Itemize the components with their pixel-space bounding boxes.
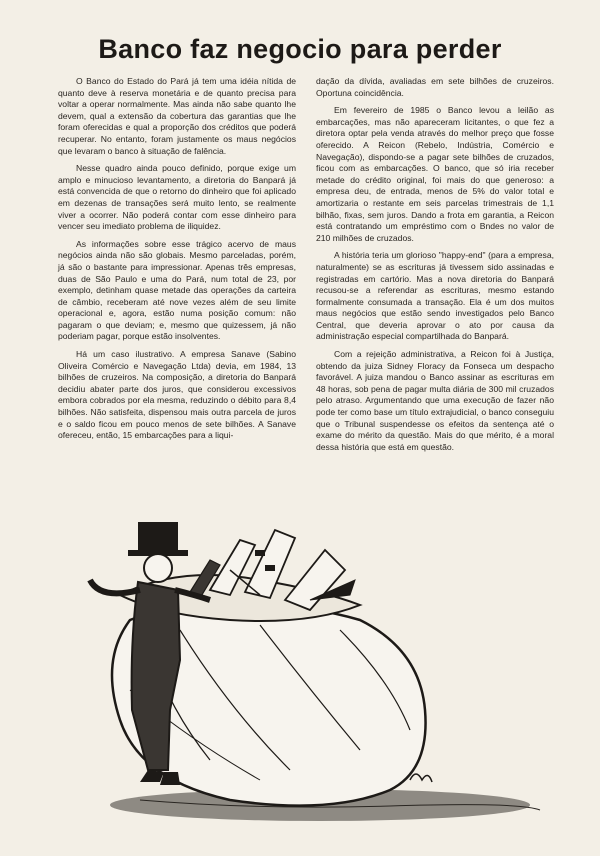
headline: Banco faz negocio para perder bbox=[98, 34, 502, 64]
paragraph: Há um caso ilustrativo. A empresa Sanave (Sabino Oliveira Comércio e Navegação Ltda) devia, em 1984, 13 bilhões de cruzeiros. Na composição, a diretoria do Banpará decidiu abater parte dos juros, que considerou excessivos embora cobrados por ela mesma, reduzindo o débito para 8,4 bilhões. Não satisfeita, dispensou mais outra parcela de juros e o saldo ficou em pouco menos de sete bilhões. A Sanave ofereceu, então, 15 embarcações para a liqui- bbox=[58, 349, 296, 441]
artist-signature bbox=[410, 774, 432, 782]
paragraph: Nesse quadro ainda pouco definido, porque exige um amplo e minucioso levantamento, a diretoria do Banpará já está convencida de que o retorno do dinheiro que foi aplicado em dezenas de transações será muito lento, se realmente viver a ocorrer. Não poderá contar com esse dinheiro para vencer seu imediato problema de iliquidez. bbox=[58, 163, 296, 232]
top-hat-icon bbox=[138, 522, 178, 552]
paragraph: A história teria um glorioso "happy-end" (para a empresa, naturalmente) se as escrituras já tivessem sido assinadas e registradas em cartório. Mas a nova diretoria do Banpará recusou-se a referendar as escrituras, mesmo estando formalmente consumada a transação. Ela é um dos muitos maus negócios que estão sendo investigados pelo Banco Central, que deveria aprovar o ato por causa da administração especial compartilhada do Banpará. bbox=[316, 250, 554, 342]
paragraph: O Banco do Estado do Pará já tem uma idéia nítida de quanto deve à reserva monetária e de quanto precisa para voltar a operar normalmente. Mas ainda não sabe quanto lhe devem, qual a extensão da cobertura das garantias que lhe foram oferecidas e qual a proporção dos créditos que poderá recuperar. No entanto, foram justamente os maus negócios que levaram o banco à situação de falência. bbox=[58, 76, 296, 156]
paragraph: Em fevereiro de 1985 o Banco levou a leilão as embarcações, mas não apareceram licitantes, o que fez a diretora optar pela venda através do melhor preço que fosse oferecido. A Reicon (Rebelo, Indústria, Comércio e Navegação), dispondo-se a pagar sete bilhões de cruzados, ficou com as embarcações. O banco, que só iria receber metade do crédito original, foi mais do que generoso: a empresa deu, de entrada, menos de 5% do valor total e amortizaria o restante em seis parcelas trimestrais de 1,1 bilhão, fixas, sem juros. Dando a frota em garantia, a Reicon está contratando um empréstimo com o Bndes no valor de 210 milhões de cruzados. bbox=[316, 105, 554, 243]
article-column-left bbox=[58, 76, 296, 448]
paragraph: dação da dívida, avaliadas em sete bilhões de cruzeiros. Oportuna coincidência. bbox=[316, 76, 554, 98]
paragraph: Com a rejeição administrativa, a Reicon foi à Justiça, obtendo da juiza Sidney Floracy da Fonseca um despacho favorável. A juiza mandou o Banco assinar as escrituras em 48 horas, sob pena de pagar multa diária de 300 mil cruzados pelo atraso. Argumentando que uma execução de fazer não pode ter como base um título extrajudicial, o banco conseguiu que o Tribunal suspendesse os efeitos da sentença até o exame do mérito da questão. Mais do que mérito, é a moral dessa história que está em questão. bbox=[316, 349, 554, 452]
cartoon-illustration bbox=[60, 510, 560, 830]
article-column-right bbox=[316, 76, 554, 459]
paragraph: As informações sobre esse trágico acervo de maus negócios ainda não são globais. Mesmo parceladas, porém, já são o bastante para impressionar. Apenas três empresas, duas de São Paulo e uma do Pará, num total de 23, por exemplo, detinham quase metade das operações da carteira de câmbio, receberam até nove vezes além de seu limite operacional e, agora, estão numa posição comum: não pagaram o que deviam; e, mesmo que quizessem, já não poderiam pagar, porque estão insolventes. bbox=[58, 238, 296, 342]
